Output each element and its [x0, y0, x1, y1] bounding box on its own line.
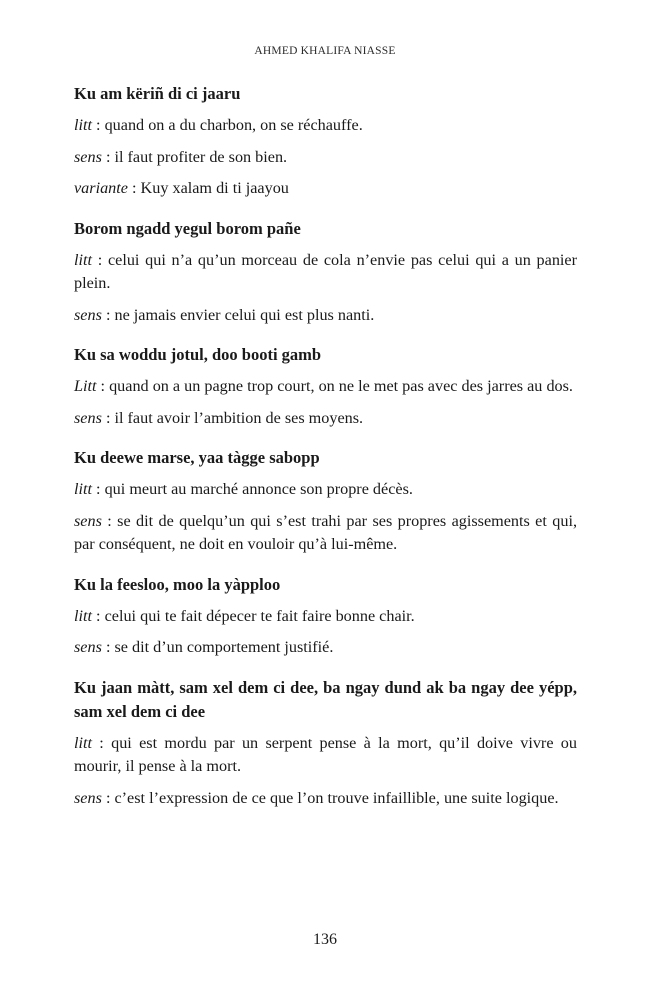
entry-tag: sens [74, 788, 102, 807]
entry-text: : qui est mordu par un serpent pense à la mort, qu’il doive vivre ou mourir, il pense à la mort. [74, 733, 577, 775]
entry-line-sens [74, 146, 577, 170]
entry-line-sens [74, 407, 577, 431]
entry-tag: litt [74, 606, 92, 625]
entry-text: : se dit d’un comportement justifié. [101, 638, 334, 656]
proverb-entry [74, 446, 577, 557]
proverb-title: Borom ngadd yegul borom pañe [74, 218, 301, 238]
entry-line-sens [74, 787, 577, 811]
entry-line-litt [74, 732, 577, 779]
entry-text: : ne jamais envier celui qui est plus nanti. [101, 305, 375, 324]
entry-tag: litt [74, 733, 92, 752]
page-number: 136 [313, 931, 337, 948]
entry-tag: sens [74, 305, 102, 324]
entry-tag: litt [74, 250, 92, 269]
entry-line-sens [74, 304, 577, 328]
proverb-title: Ku deewe marse, yaa tàgge sabopp [74, 448, 320, 467]
entry-tag: variante [74, 179, 128, 197]
proverb-list [74, 82, 577, 826]
entry-line-variante [74, 177, 577, 201]
proverb-entry [74, 217, 577, 328]
entry-line-litt [74, 605, 577, 629]
entry-text: : celui qui te fait dépecer te fait faire bonne chair. [92, 606, 415, 625]
entry-line-sens [74, 636, 577, 660]
entry-tag: litt [74, 480, 92, 498]
proverb-entry [74, 343, 577, 430]
entry-line-sens [74, 510, 577, 557]
entry-line-litt [74, 249, 577, 296]
entry-line-litt [74, 478, 577, 502]
proverb-entry [74, 573, 577, 660]
entry-text: : quand on a du charbon, on se réchauffe. [92, 116, 363, 134]
entry-tag: sens [74, 638, 102, 656]
entry-text: : se dit de quelqu’un qui s’est trahi par ses propres agissements et qui, par conséquent, ne doit en vouloir qu’à lui-même. [74, 511, 577, 553]
entry-text: : qui meurt au marché annonce son propre décès. [92, 480, 413, 498]
proverb-entry [74, 676, 577, 811]
entry-line-litt [74, 114, 577, 138]
proverb-title: Ku am këriñ di ci jaaru [74, 84, 241, 103]
proverb-title: Ku jaan màtt, sam xel dem ci dee, ba ngay dund ak ba ngay dee yépp, sam xel dem ci dee [74, 677, 577, 721]
entry-text: : il faut profiter de son bien. [101, 147, 288, 166]
proverb-title: Ku sa woddu jotul, doo booti gamb [74, 345, 322, 364]
proverb-entry [74, 82, 577, 201]
running-head: AHMED KHALIFA NIASSE [254, 45, 396, 57]
entry-tag: litt [74, 116, 92, 134]
entry-text: : Kuy xalam di ti jaayou [127, 179, 289, 197]
entry-line-litt [74, 375, 577, 399]
entry-tag: sens [74, 147, 102, 166]
entry-text: : il faut avoir l’ambition de ses moyens. [101, 408, 364, 427]
entry-tag: sens [74, 408, 102, 427]
entry-tag: Litt [74, 377, 97, 395]
proverb-title: Ku la feesloo, moo la yàpploo [74, 574, 281, 594]
entry-text: : quand on a un pagne trop court, on ne le met pas avec des jarres au dos. [96, 377, 573, 395]
entry-tag: sens [74, 511, 102, 530]
entry-text: : c’est l’expression de ce que l’on trouve infaillible, une suite logique. [101, 788, 559, 807]
entry-text: : celui qui n’a qu’un morceau de cola n’envie pas celui qui a un panier plein. [74, 250, 577, 292]
